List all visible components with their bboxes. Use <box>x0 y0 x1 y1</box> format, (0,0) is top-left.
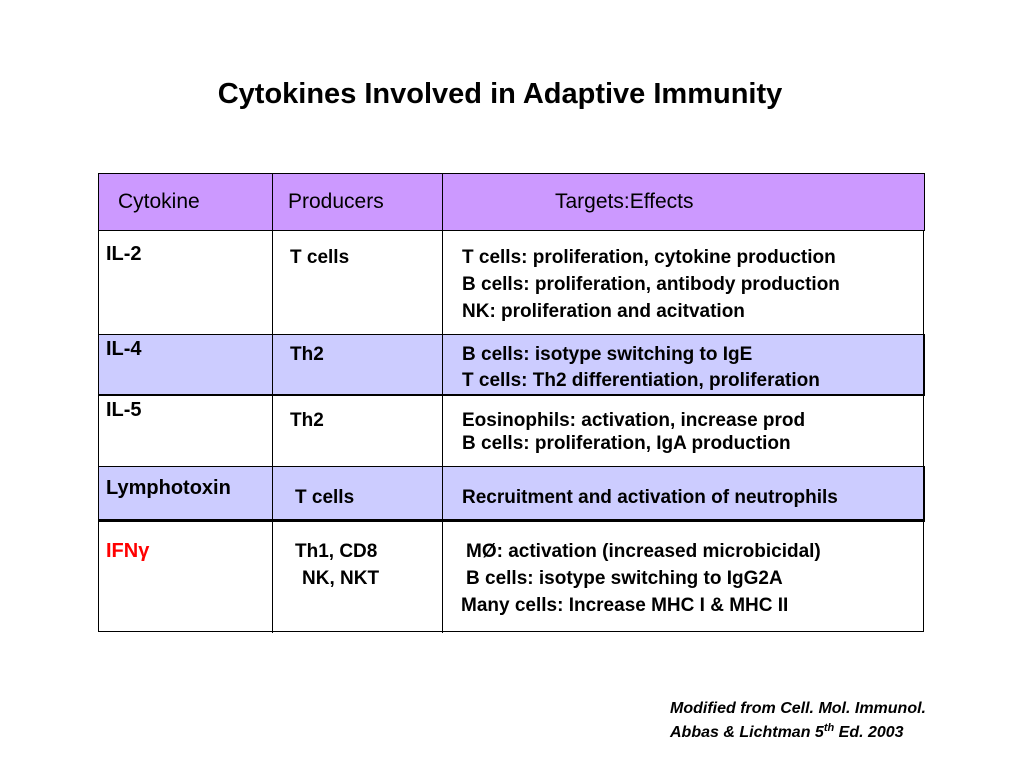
effect-text: MØ: activation (increased microbicidal) <box>466 541 821 562</box>
column-divider <box>272 173 273 633</box>
cytokine-name: IL-5 <box>106 399 142 421</box>
slide-title: Cytokines Involved in Adaptive Immunity <box>217 78 783 110</box>
effect-text: B cells: proliferation, IgA production <box>462 433 791 454</box>
effect-text: Eosinophils: activation, increase prod <box>462 410 806 431</box>
effect-text: NK: proliferation and acitvation <box>462 301 745 322</box>
producer-text: Th2 <box>290 344 324 365</box>
citation-edition: Ed. 2003 <box>834 724 904 741</box>
cytokine-name: IL-4 <box>106 338 142 360</box>
cytokine-name: Lymphotoxin <box>106 477 231 499</box>
citation-line-1: Modified from Cell. Mol. Immunol. <box>670 700 926 717</box>
header-producers: Producers <box>288 190 384 213</box>
effect-text: B cells: isotype switching to IgE <box>462 344 753 365</box>
cytokine-table <box>98 173 924 632</box>
effect-text: T cells: Th2 differentiation, proliferation <box>462 370 820 391</box>
header-targets-effects: Targets:Effects <box>555 190 694 213</box>
source-citation <box>670 697 926 745</box>
cytokine-name-ifn-gamma: IFNγ <box>106 540 150 562</box>
producer-text: Th1, CD8 <box>295 541 378 562</box>
column-divider <box>442 173 443 633</box>
effect-text: Many cells: Increase MHC I & MHC II <box>461 595 789 616</box>
producer-text: NK, NKT <box>302 568 380 589</box>
row-divider <box>98 519 924 520</box>
header-cytokine: Cytokine <box>118 190 200 213</box>
effect-text: T cells: proliferation, cytokine production <box>462 247 836 268</box>
producer-text: Th2 <box>290 410 324 431</box>
effect-text: B cells: proliferation, antibody production <box>462 274 840 295</box>
producer-text: T cells <box>290 247 350 268</box>
citation-line-2 <box>670 721 926 745</box>
effect-text: B cells: isotype switching to IgG2A <box>466 568 783 589</box>
citation-authors: Abbas & Lichtman 5 <box>670 724 824 741</box>
table-header-row <box>98 173 925 231</box>
citation-superscript: th <box>823 722 835 734</box>
cytokine-name: IL-2 <box>106 243 142 265</box>
producer-text: T cells <box>295 487 355 508</box>
effect-text: Recruitment and activation of neutrophils <box>462 487 838 508</box>
